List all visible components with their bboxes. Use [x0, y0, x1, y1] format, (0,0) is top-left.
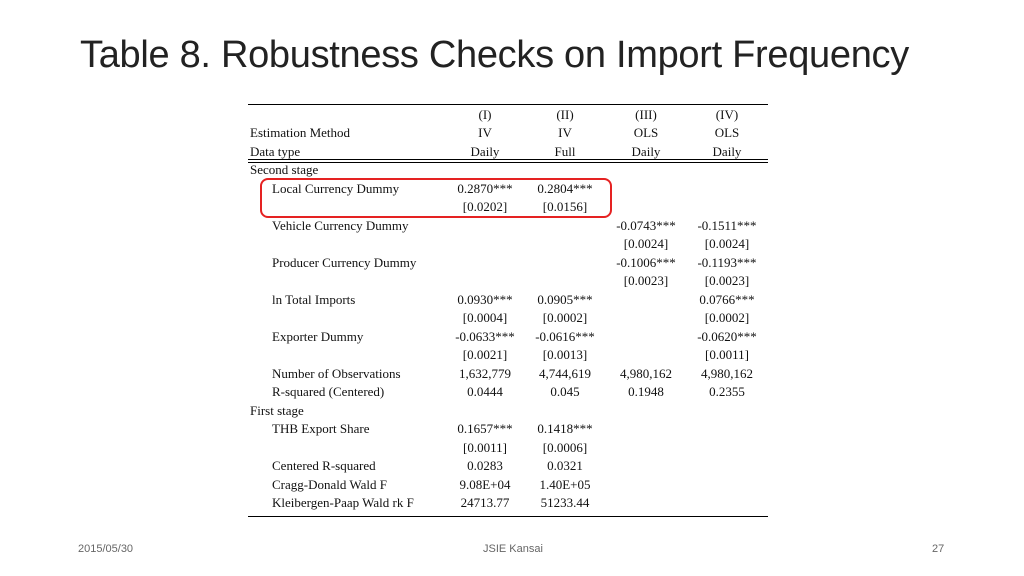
page-number: 27	[932, 543, 945, 555]
col-number-3: (III)	[635, 107, 657, 122]
table-row	[248, 161, 768, 180]
table-cell: -0.0743***	[616, 218, 676, 233]
table-cell: [0.0023]	[623, 273, 669, 288]
col-number-2: (II)	[556, 107, 574, 122]
table-cell: [0.0021]	[462, 347, 508, 362]
table-cell: 0.0930***	[457, 292, 513, 307]
table-cell: -0.1006***	[616, 255, 676, 270]
table-row	[248, 143, 768, 162]
slide-title: Table 8. Robustness Checks on Import Frequency	[80, 34, 909, 76]
table-cell: 1.40E+05	[539, 477, 591, 492]
table-cell: -0.0633***	[455, 329, 515, 344]
row-label: Producer Currency Dummy	[272, 255, 417, 270]
table-cell: [0.0011]	[705, 347, 749, 362]
table-row	[248, 124, 768, 143]
table-top-rule	[248, 104, 768, 105]
table-row	[248, 235, 768, 254]
table-cell: -0.0616***	[535, 329, 595, 344]
row-label: R-squared (Centered)	[272, 384, 385, 399]
table-row	[248, 476, 768, 495]
table-cell: [0.0023]	[704, 273, 750, 288]
table-row	[248, 439, 768, 458]
table-cell: 0.1948	[628, 384, 664, 399]
table-cell: [0.0006]	[542, 440, 588, 455]
table-cell: [0.0002]	[542, 310, 588, 325]
table-cell: -0.1193***	[697, 255, 757, 270]
table-cell: [0.0013]	[542, 347, 588, 362]
table-bottom-rule	[248, 516, 768, 517]
row-label: Kleibergen-Paap Wald rk F	[272, 495, 414, 510]
table-cell: [0.0024]	[704, 236, 750, 251]
table-row	[248, 272, 768, 291]
table-row	[248, 309, 768, 328]
row-label: Data type	[250, 144, 301, 159]
table-cell: 51233.44	[540, 495, 590, 510]
table-cell: OLS	[714, 125, 740, 140]
table-row	[248, 217, 768, 236]
row-label: Local Currency Dummy	[272, 181, 400, 196]
row-label: THB Export Share	[272, 421, 370, 436]
table-row	[248, 328, 768, 347]
row-label: First stage	[250, 403, 304, 418]
table-cell: 4,980,162	[620, 366, 672, 381]
row-label: Cragg-Donald Wald F	[272, 477, 387, 492]
table-row	[248, 420, 768, 439]
table-cell: 0.2804***	[537, 181, 593, 196]
table-cell: -0.1511***	[697, 218, 757, 233]
table-cell: 0.2870***	[457, 181, 513, 196]
row-label: Estimation Method	[250, 125, 351, 140]
table-cell: 4,980,162	[701, 366, 753, 381]
table-cell: Daily	[712, 144, 742, 159]
footer-date: 2015/05/30	[78, 543, 134, 555]
table-cell: 4,744,619	[539, 366, 591, 381]
table-cell: 0.045	[550, 384, 580, 399]
table-cell: 0.1657***	[457, 421, 513, 436]
footer-center: JSIE Kansai	[483, 543, 543, 555]
table-cell: [0.0002]	[704, 310, 750, 325]
table-row	[248, 402, 768, 421]
table-cell: 0.0321	[547, 458, 583, 473]
table-cell: 0.0766***	[699, 292, 755, 307]
row-label: Centered R-squared	[272, 458, 376, 473]
table-row	[248, 365, 768, 384]
table-cell: [0.0202]	[462, 199, 508, 214]
table-cell: 0.0905***	[537, 292, 593, 307]
table-cell: 0.1418***	[537, 421, 593, 436]
row-label: ln Total Imports	[272, 292, 356, 307]
table-cell: -0.0620***	[697, 329, 757, 344]
table-cell: OLS	[633, 125, 659, 140]
table-cell: 0.2355	[709, 384, 745, 399]
table-cell: [0.0156]	[542, 199, 588, 214]
table-cell: 24713.77	[460, 495, 510, 510]
table-row	[248, 457, 768, 476]
col-number-4: (IV)	[715, 107, 739, 122]
column-number-row	[248, 106, 768, 125]
table-cell: [0.0004]	[462, 310, 508, 325]
table-row	[248, 254, 768, 273]
table-cell: Daily	[631, 144, 661, 159]
row-label: Vehicle Currency Dummy	[272, 218, 409, 233]
table-row	[248, 383, 768, 402]
table-row	[248, 291, 768, 310]
row-label: Exporter Dummy	[272, 329, 364, 344]
table-cell: 0.0444	[467, 384, 503, 399]
table-cell: Daily	[470, 144, 500, 159]
col-number-1: (I)	[478, 107, 492, 122]
table-cell: 9.08E+04	[459, 477, 511, 492]
table-row	[248, 494, 768, 513]
row-label: Number of Observations	[272, 366, 401, 381]
highlight-box	[260, 178, 612, 218]
row-label: Second stage	[250, 162, 319, 177]
table-row	[248, 346, 768, 365]
table-cell: 1,632,779	[459, 366, 511, 381]
table-cell: 0.0283	[467, 458, 503, 473]
table-cell: IV	[478, 125, 492, 140]
table-cell: IV	[558, 125, 572, 140]
table-cell: Full	[554, 144, 576, 159]
table-cell: [0.0011]	[463, 440, 507, 455]
table-cell: [0.0024]	[623, 236, 669, 251]
